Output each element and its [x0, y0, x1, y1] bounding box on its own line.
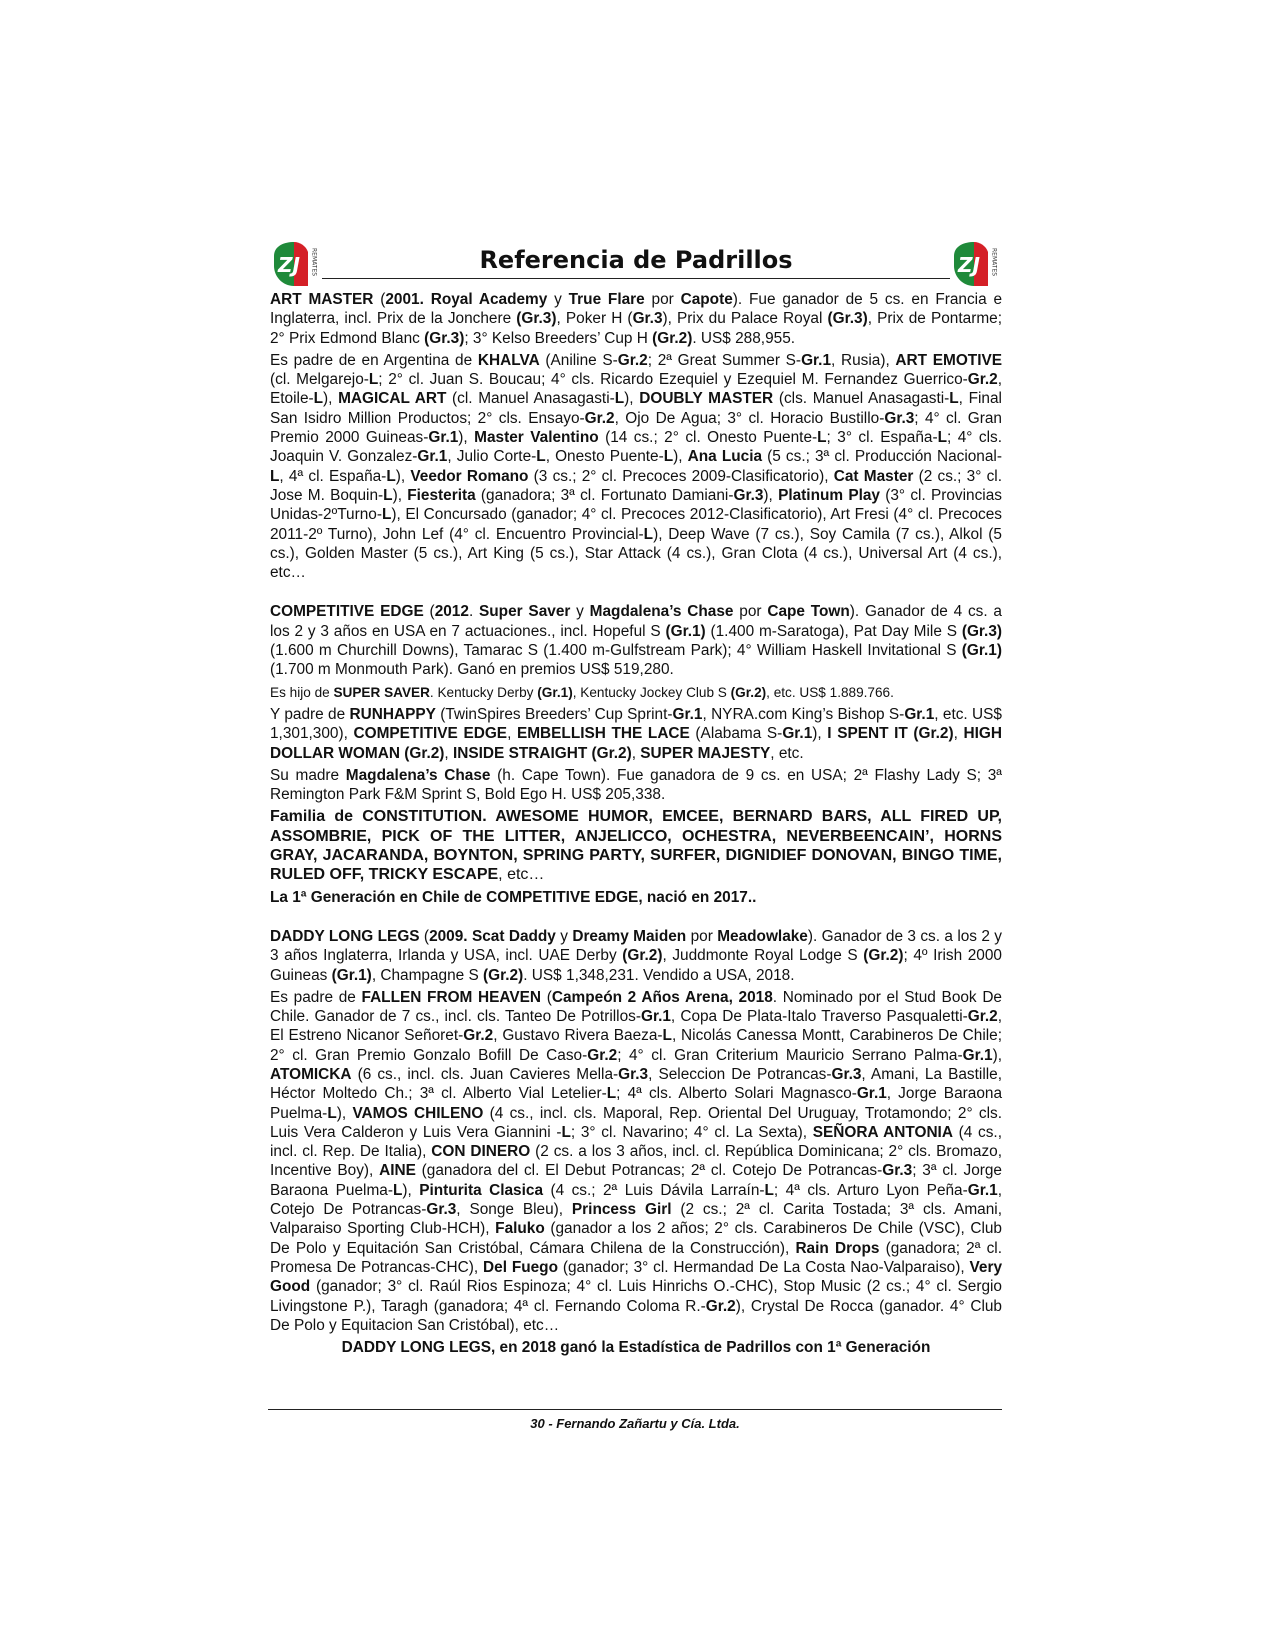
- text-run: ). Ganador de 3 cs. a los 2 y 3 años Inglaterra, Irlanda y USA, incl. UAE Derby: [270, 927, 1002, 965]
- bold-text: Cat Master: [833, 467, 914, 485]
- bold-text: Gr.2: [463, 1027, 494, 1045]
- text-run: . US$ 288,955.: [692, 329, 796, 347]
- bold-text: Gr.2: [967, 371, 998, 389]
- bold-text: (Gr.2): [622, 947, 663, 965]
- bold-text: L: [817, 429, 827, 447]
- text-run: , Seleccion De Potrancas-: [648, 1065, 832, 1083]
- text-run: (ganador; 3° cl. Raúl Rios Espinoza; 4° cl. Luis Hinrichs O.-CHC), Stop Music (2 cs.; 4° cl. Sergio Livingstone P.), Taragh (ganadora; 4ª cl. Fernando Coloma R.-: [270, 1278, 1002, 1315]
- text-run: (cl. Manuel Anasagasti-: [446, 390, 615, 408]
- text-run: , Kentucky Jockey Club S: [572, 684, 731, 700]
- text-run: y: [555, 927, 573, 945]
- text-run: , Songe Bleu),: [456, 1201, 572, 1219]
- text-run: ), Prix du Palace Royal: [662, 310, 828, 328]
- text-run: , Rusia),: [831, 351, 896, 369]
- text-run: (h. Cape Town). Fue ganadora de 9 cs. en USA; 2ª Flashy Lady S; 3ª Remington Park F&M Sprint S, Bold Ego H. US$ 205,338.: [270, 766, 1002, 804]
- bold-text: L: [561, 1123, 571, 1141]
- text-run: (Alabama S-: [689, 725, 783, 743]
- text-run: ),: [624, 390, 640, 408]
- text-run: , etc…: [498, 866, 545, 884]
- bold-text: Gr.1: [801, 351, 832, 369]
- text-run: , Poker H (: [556, 310, 633, 328]
- text-run: ; 3° cl. España-: [826, 429, 938, 447]
- bold-text: (Gr.3): [961, 622, 1003, 640]
- text-run: (1.400 m-Saratoga), Pat Day Mile S: [705, 622, 962, 640]
- text-run: (2 cs. a los 3 años, incl. cl. República Dominicana; 2° cls. Bromazo, Incentive Boy),: [270, 1143, 1002, 1180]
- text-run: ; 4° cls. Joaquin V. Gonzalez-: [270, 429, 1002, 466]
- svg-text:ZJ: ZJ: [278, 253, 300, 277]
- text-run: . Kentucky Derby: [429, 684, 538, 700]
- bold-text: RUNHAPPY: [349, 705, 436, 723]
- text-run: , etc. US$ 1,301,300),: [270, 705, 1002, 743]
- page-title: Referencia de Padrillos: [479, 246, 793, 274]
- svg-text:REMATES: REMATES: [310, 248, 318, 277]
- text-run: , Gustavo Rivera Baeza-: [493, 1027, 663, 1045]
- text-run: ; 2° cl. Juan S. Boucau; 4° cls. Ricardo Ezequiel y Ezequiel M. Fernandez Guerrico-: [378, 371, 968, 389]
- text-run: (1.700 m Monmouth Park). Ganó en premios US$ 519,280.: [270, 661, 674, 679]
- text-run: y: [547, 291, 569, 308]
- bold-text: Pinturita Clasica: [419, 1181, 543, 1199]
- zj-remates-logo: [270, 240, 322, 288]
- bold-text: Princess Girl: [571, 1201, 672, 1219]
- text-run: (: [541, 988, 552, 1006]
- text-run: , Ojo De Agua; 3° cl. Horacio Bustillo-: [614, 409, 885, 427]
- bold-text: Gr.3: [426, 1201, 457, 1219]
- bold-text: COMPETITIVE EDGE: [353, 725, 508, 743]
- svg-text:REMATES: REMATES: [990, 248, 998, 277]
- bold-text: L: [381, 506, 392, 524]
- bold-text: Gr.2: [587, 1046, 618, 1064]
- text-run: (6 cs., incl. cls. Juan Cavieres Mella-: [351, 1065, 619, 1083]
- sire-section: [270, 290, 1002, 582]
- text-run: (: [373, 291, 386, 308]
- text-run: Es padre de en Argentina de: [270, 351, 478, 369]
- text-run: Es padre de: [270, 988, 362, 1006]
- bold-text: Gr.1: [672, 705, 703, 723]
- bold-text: Fiesterita: [407, 486, 476, 504]
- bold-text: ART MASTER: [270, 291, 374, 308]
- bold-text: (Gr.3): [516, 310, 557, 328]
- text-run: ),: [336, 1104, 353, 1122]
- bold-text: L: [643, 525, 654, 543]
- text-run: . Nominado por el Stud Book De Chile. Ganador de 7 cs., incl. cls. Tanteo De Potrillos-: [270, 988, 1002, 1026]
- paragraph: [270, 683, 1002, 702]
- bold-text: Gr.1: [962, 1046, 993, 1064]
- text-run: ),: [392, 486, 408, 504]
- text-run: , Prix de Pontarme; 2° Prix Edmond Blanc: [270, 310, 1002, 347]
- zj-remates-logo-right: [950, 240, 1002, 288]
- bold-text: Gr.1: [428, 429, 459, 447]
- bold-text: L: [327, 1104, 337, 1122]
- text-run: , Copa De Plata-Italo Traverso Pasqualetti-: [670, 1008, 968, 1026]
- paragraph: [270, 888, 1002, 907]
- text-run: , 4ª cl. España-: [279, 467, 387, 485]
- bold-text: Very Good: [270, 1258, 1003, 1296]
- bold-text: Gr.2: [705, 1297, 736, 1315]
- bold-text: Gr.3: [733, 486, 764, 504]
- bold-text: L: [536, 448, 546, 466]
- text-run: Y padre de: [270, 705, 350, 723]
- bold-text: Veedor Romano: [410, 467, 529, 485]
- bold-text: KHALVA: [477, 351, 540, 369]
- text-run: ). Fue ganador de 5 cs. en Francia e Inglaterra, incl. Prix de la Jonchere: [270, 291, 1003, 328]
- bold-text: L: [270, 467, 280, 485]
- bold-text: MAGICAL ART: [338, 390, 447, 408]
- bold-text: (Gr.3): [827, 310, 868, 328]
- text-run: , etc. US$ 1.889.766.: [766, 684, 894, 700]
- bold-text: L: [764, 1181, 774, 1199]
- text-run: , El Estreno Nicanor Señoret-: [270, 1008, 1002, 1045]
- paragraph: [270, 602, 1002, 679]
- bold-text: (Gr.1): [331, 966, 372, 984]
- text-run: (cl. Melgarejo-: [270, 371, 369, 389]
- bold-text: Familia de CONSTITUTION. AWESOME HUMOR, EMCEE, BERNARD BARS, ALL FIRED UP, ASSOMBRIE, PICK OF THE LITTER, ANJELICCO, OCHESTRA, NEVERBEENCAIN’, HORNS GRAY, JACARANDA, BOYNTON, SPRING PARTY, SURFER, DIGNIDIEF DONOVAN, BINGO TIME, RULED OFF, TRICKY ESCAPE: [270, 808, 1002, 884]
- bold-text: Dreamy Maiden: [572, 927, 687, 945]
- paragraph: [270, 351, 1002, 583]
- bold-text: Super Saver: [479, 603, 571, 621]
- bold-text: True Flare: [568, 291, 645, 308]
- text-run: ), El Concursado (ganador; 4° cl. Precoces 2012-Clasificatorio), Art Fresi (4° cl. Precoces 2011-2º Turno), John Lef (4° cl. Encuentro Provincial-: [270, 506, 1002, 543]
- text-run: ; 4° cl. Gran Criterium Mauricio Serrano Palma-: [617, 1046, 963, 1064]
- text-run: por: [644, 291, 681, 308]
- text-run: (ganadora; 2ª cl. Promesa De Potrancas-CHC),: [270, 1239, 1002, 1276]
- text-run: (: [419, 927, 430, 945]
- paragraph: [270, 1338, 1002, 1357]
- bold-text: Magdalena’s Chase: [589, 603, 734, 621]
- bold-text: Gr.3: [882, 1162, 913, 1180]
- bold-text: DADDY LONG LEGS: [270, 927, 420, 945]
- bold-text: Platinum Play: [778, 486, 880, 504]
- text-run: , Juddmonte Royal Lodge S: [662, 947, 864, 965]
- text-run: ; 3° Kelso Breeders’ Cup H: [464, 329, 653, 347]
- bold-text: Master Valentino: [474, 429, 599, 447]
- text-run: , Cotejo De Potrancas-: [270, 1181, 1002, 1219]
- bold-text: ATOMICKA: [270, 1065, 352, 1083]
- text-run: , Etoile-: [270, 371, 1002, 408]
- text-run: (ganadora; 3ª cl. Fortunato Damiani-: [475, 486, 734, 504]
- paragraph: [270, 705, 1002, 763]
- bold-text: L: [368, 371, 379, 389]
- text-run: (ganador; 3° cl. Hermandad De La Costa Nao-Valparaiso),: [558, 1258, 970, 1276]
- paragraph: [270, 927, 1002, 985]
- text-run: , Champagne S: [371, 966, 484, 984]
- text-run: ; 4ª cls. Alberto Solari Magnasco-: [616, 1085, 857, 1103]
- bold-text: SUPER SAVER: [333, 684, 430, 700]
- header: [270, 240, 1002, 288]
- sire-references: [270, 290, 1002, 1357]
- bold-text: La 1ª Generación en Chile de COMPETITIVE EDGE, nació en 2017..: [270, 888, 757, 906]
- paragraph: [270, 766, 1002, 805]
- bold-text: FALLEN FROM HEAVEN: [361, 988, 542, 1006]
- bold-text: L: [614, 390, 625, 408]
- text-run: (ganador a los 2 años; 2° cls. Carabineros De Chile (VSC), Club De Polo y Equitación San Cristóbal, Cámara Chilena de la Construcción),: [270, 1220, 1002, 1257]
- bold-text: Gr.1: [904, 705, 935, 723]
- bold-text: (Gr.1): [537, 684, 573, 700]
- bold-text: (Gr.2): [652, 329, 693, 347]
- bold-text: L: [949, 390, 959, 408]
- text-run: , Nicolás Canessa Montt, Carabineros De Chile; 2° cl. Gran Premio Gonzalo Bofill De Caso-: [270, 1027, 1002, 1064]
- bold-text: L: [392, 1181, 403, 1199]
- bold-text: Gr.2: [584, 409, 615, 427]
- bold-text: L: [937, 429, 947, 447]
- bold-text: I SPENT IT (Gr.2): [827, 725, 954, 743]
- text-run: (Aniline S-: [539, 351, 618, 369]
- page: [270, 240, 1002, 1357]
- text-run: (5 cs.; 3ª cl. Producción Nacional-: [762, 448, 1002, 466]
- bold-text: INSIDE STRAIGHT (Gr.2): [452, 744, 632, 762]
- bold-text: Gr.3: [884, 409, 915, 427]
- paragraph: [270, 290, 1002, 348]
- bold-text: (Gr.2): [483, 966, 524, 984]
- text-run: ; 3ª cl. Jorge Baraona Puelma-: [270, 1162, 1002, 1199]
- bold-text: Campeón 2 Años Arena, 2018: [551, 988, 773, 1006]
- bold-text: Gr.1: [782, 725, 813, 743]
- text-run: ; 4° cl. Gran Premio 2000 Guineas-: [270, 409, 1002, 447]
- bold-text: Gr.3: [632, 310, 663, 328]
- text-run: (4 cs., incl. cl. Rep. De Italia),: [270, 1123, 1002, 1161]
- text-run: ,: [444, 744, 453, 762]
- bold-text: Gr.1: [640, 1008, 671, 1026]
- bold-text: Faluko: [495, 1220, 545, 1238]
- sire-section: [270, 927, 1002, 1358]
- paragraph: [270, 807, 1002, 884]
- text-run: ),: [673, 448, 688, 466]
- text-run: ),: [402, 1181, 420, 1199]
- text-run: y: [570, 603, 590, 621]
- text-run: , Jorge Baraona Puelma-: [270, 1085, 1002, 1122]
- bold-text: L: [313, 390, 324, 408]
- text-run: ,: [507, 725, 517, 743]
- bold-text: 2001. Royal Academy: [385, 291, 548, 308]
- bold-text: Capote: [680, 291, 733, 308]
- text-run: ),: [395, 467, 411, 485]
- bold-text: (Gr.1): [665, 622, 706, 640]
- text-run: ),: [458, 429, 475, 447]
- bold-text: L: [383, 486, 393, 504]
- text-run: (3 cs.; 2° cl. Precoces 2009-Clasificatorio),: [528, 467, 834, 485]
- bold-text: L: [663, 448, 674, 466]
- bold-text: Gr.3: [831, 1065, 862, 1083]
- bold-text: ART EMOTIVE: [895, 351, 1003, 369]
- bold-text: SUPER MAJESTY: [640, 744, 771, 762]
- text-run: , etc.: [770, 744, 804, 762]
- svg-text:ZJ: ZJ: [958, 253, 980, 277]
- bold-text: (Gr.2): [730, 684, 767, 700]
- bold-text: 2012: [434, 603, 469, 621]
- text-run: ), Crystal De Rocca (ganador. 4° Club De Polo y Equitacion San Cristóbal), etc…: [270, 1297, 1002, 1334]
- text-run: (ganadora del cl. El Debut Potrancas; 2ª cl. Cotejo De Potrancas-: [415, 1162, 883, 1180]
- text-run: por: [733, 603, 768, 621]
- bold-text: Gr.1: [417, 448, 448, 466]
- text-run: ). Ganador de 4 cs. a los 2 y 3 años en USA en 7 actuaciones., incl. Hopeful S: [270, 603, 1002, 640]
- bold-text: Rain Drops: [795, 1239, 880, 1257]
- bold-text: Meadowlake: [717, 927, 808, 945]
- text-run: ; 4ª cls. Arturo Lyon Peña-: [773, 1181, 968, 1199]
- footer-rule: [268, 1409, 1002, 1410]
- bold-text: L: [662, 1027, 672, 1045]
- bold-text: VAMOS CHILENO: [352, 1104, 484, 1122]
- text-run: .: [468, 603, 480, 621]
- bold-text: EMBELLISH THE LACE: [516, 725, 690, 743]
- bold-text: DADDY LONG LEGS, en 2018 ganó la Estadística de Padrillos con 1ª Generación: [341, 1339, 931, 1357]
- text-run: (2 cs.; 2ª cl. Carita Tostada; 3ª cls. Amani, Valparaiso Sporting Club-HCH),: [270, 1201, 1002, 1238]
- text-run: ; 4º Irish 2000 Guineas: [270, 947, 1002, 984]
- text-run: por: [686, 927, 718, 945]
- text-run: ,: [953, 725, 964, 743]
- bold-text: Gr.3: [618, 1065, 649, 1083]
- bold-text: (Gr.3): [424, 329, 465, 347]
- text-run: ; 2ª Great Summer S-: [647, 351, 802, 369]
- text-run: (4 cs., incl. cls. Maporal, Rep. Oriental Del Uruguay, Trotamondo; 2° cls. Luis Vera Calderon y Luis Vera Giannini -: [270, 1104, 1002, 1141]
- text-run: ,: [631, 744, 641, 762]
- text-run: Su madre: [270, 766, 346, 784]
- text-run: , Julio Corte-: [447, 448, 537, 466]
- text-run: ),: [763, 486, 779, 504]
- text-run: (1.600 m Churchill Downs), Tamarac S (1.400 m-Gulfstream Park); 4° William Haskell Invitational S: [270, 642, 962, 660]
- text-run: (cls. Manuel Anasagasti-: [773, 390, 950, 408]
- text-run: (4 cs.; 2ª Luis Dávila Larraín-: [543, 1181, 765, 1199]
- text-run: (TwinSpires Breeders’ Cup Sprint-: [435, 705, 673, 723]
- bold-text: DOUBLY MASTER: [639, 390, 774, 408]
- bold-text: Gr.2: [967, 1008, 998, 1026]
- bold-text: SEÑORA ANTONIA: [812, 1123, 953, 1141]
- bold-text: L: [386, 467, 396, 485]
- text-run: , Onesto Puente-: [545, 448, 664, 466]
- paragraph: [270, 988, 1002, 1335]
- bold-text: AINE: [379, 1162, 416, 1180]
- bold-text: Cape Town: [767, 603, 850, 621]
- bold-text: Gr.2: [617, 351, 648, 369]
- bold-text: Del Fuego: [483, 1258, 558, 1276]
- bold-text: (Gr.1): [961, 642, 1002, 660]
- bold-text: HIGH DOLLAR WOMAN (Gr.2): [270, 725, 1003, 762]
- bold-text: Magdalena’s Chase: [345, 766, 491, 784]
- bold-text: Gr.1: [856, 1085, 887, 1103]
- text-run: ), Deep Wave (7 cs.), Soy Camila (7 cs.), Alkol (5 cs.), Golden Master (5 cs.), Art King (5 cs.), Star Attack (4 cs.), Gran Clota (4 cs.), Universal Art (4 cs.), etc…: [270, 525, 1002, 582]
- text-run: (: [423, 603, 435, 621]
- text-run: (14 cs.; 2° cl. Onesto Puente-: [598, 429, 818, 447]
- bold-text: (Gr.2): [863, 947, 904, 965]
- text-run: (2 cs.; 3° cl. Jose M. Boquin-: [270, 467, 1002, 504]
- text-run: , Amani, La Bastille, Héctor Moltedo Ch.; 3ª cl. Alberto Vial Letelier-: [270, 1065, 1002, 1103]
- text-run: ),: [812, 725, 828, 743]
- text-run: (3° cl. Provincias Unidas-2ºTurno-: [270, 486, 1002, 524]
- bold-text: 2009. Scat Daddy: [429, 927, 556, 945]
- bold-text: CON DINERO: [431, 1143, 531, 1161]
- text-run: ),: [992, 1046, 1002, 1064]
- text-run: . US$ 1,348,231. Vendido a USA, 2018.: [523, 966, 795, 984]
- sire-section: [270, 602, 1002, 906]
- bold-text: Gr.1: [967, 1181, 998, 1199]
- text-run: ; 3° cl. Navarino; 4° cl. La Sexta),: [570, 1123, 813, 1141]
- text-run: , NYRA.com King’s Bishop S-: [702, 705, 905, 723]
- text-run: ),: [323, 390, 339, 408]
- header-rule: [322, 278, 950, 279]
- text-run: Es hijo de: [270, 684, 334, 700]
- bold-text: L: [606, 1085, 617, 1103]
- text-run: , Final San Isidro Million Productos; 2° cls. Ensayo-: [270, 390, 1002, 427]
- bold-text: COMPETITIVE EDGE: [270, 603, 424, 621]
- bold-text: Ana Lucia: [687, 448, 763, 466]
- page-footer: 30 - Fernando Zañartu y Cía. Ltda.: [530, 1416, 740, 1431]
